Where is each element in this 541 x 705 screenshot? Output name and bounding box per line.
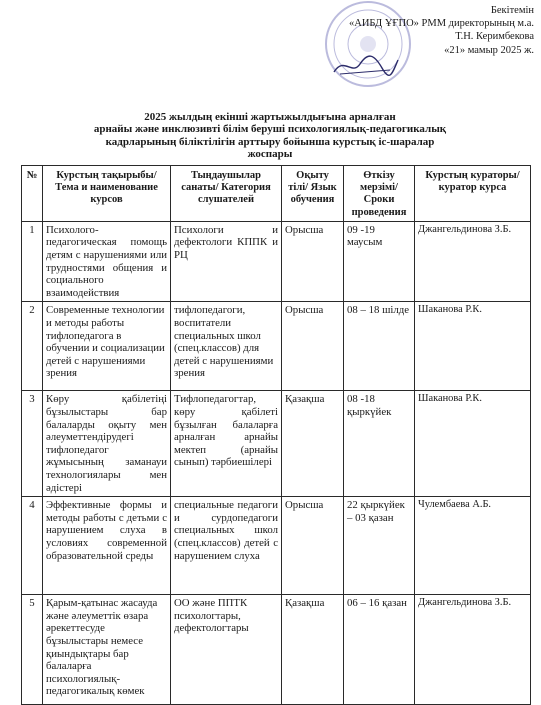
table-row — [22, 302, 531, 391]
table-header-row — [22, 166, 531, 222]
approval-line-3: Т.Н. Керимбекова — [455, 31, 534, 43]
row-language: Қазақша — [282, 391, 344, 497]
table-row — [22, 391, 531, 497]
row-category: Тифлопедагогтар, көру қабілеті бұзылған балаларға арналған арнайы мектеп (арнайы сынып) тәрбиешілері — [171, 391, 282, 497]
row-curator: Чулембаева А.Б. — [415, 497, 531, 595]
row-curator: Шаканова Р.К. — [415, 391, 531, 497]
row-topic: Қарым-қатынас жасауда және әлеуметтік өзара әрекеттесуде бұзылыстары немесе қиындықтары бар балаларға психологиялық-педагогикалық көмек — [43, 595, 171, 705]
title-line-1: 2025 жылдың екінші жартыжылдығына арналған — [144, 111, 396, 123]
row-num: 3 — [22, 391, 43, 497]
header-category: Тыңдаушылар санаты/ Категория слушателей — [171, 166, 282, 222]
title-line-2: арнайы және инклюзивті білім беруші психологиялық-педагогикалық — [93, 123, 447, 136]
header-num: № — [22, 166, 43, 222]
header-curator: Курстың кураторы/куратор курса — [415, 166, 531, 222]
row-language: Орысша — [282, 302, 344, 391]
approval-line-2: «АИБД ҰҒПО» РММ директорының м.а. — [349, 18, 534, 30]
header-topic: Курстың тақырыбы/ Тема и наименование курсов — [43, 166, 171, 222]
table-row — [22, 221, 531, 302]
header-dates: Өткізу мерзімі/ Сроки проведения — [344, 166, 415, 222]
row-curator: Джангельдинова З.Б. — [415, 595, 531, 705]
row-language: Орысша — [282, 497, 344, 595]
title-line-3: кадрларының біліктілігін арттыру бойынша курстық іс-шаралар — [105, 135, 435, 148]
row-num: 5 — [22, 595, 43, 705]
row-language: Орысша — [282, 221, 344, 302]
row-topic: Көру қабілетіңі бұзылыстары бар балаларды оқыту мен әлеуметтендірудегі тифлопедагог жұмысының заманауи технологиялары мен әдістері — [43, 391, 171, 497]
approval-line-1: Бекітемін — [490, 5, 534, 16]
row-dates: 08 -18 қыркүйек — [344, 391, 415, 497]
document-title — [60, 111, 480, 161]
table-row — [22, 595, 531, 705]
title-line-4: жоспары — [247, 148, 293, 161]
course-plan-table — [21, 165, 531, 705]
row-num: 4 — [22, 497, 43, 595]
row-dates: 08 – 18 шілде — [344, 302, 415, 391]
row-num: 2 — [22, 302, 43, 391]
row-topic: Психолого-педагогическая помощь детям с нарушениями или трудностями общения и социального взаимодействия — [43, 221, 171, 302]
row-dates: 06 – 16 қазан — [344, 595, 415, 705]
table-row — [22, 497, 531, 595]
row-category: специальные педагоги и сурдопедагоги специальных школ (спец.классов) детей с нарушением слуха — [171, 497, 282, 595]
approval-line-4: «21» мамыр 2025 ж. — [444, 44, 534, 56]
row-curator: Шаканова Р.К. — [415, 302, 531, 391]
row-category: Психологи и дефектологи КППК и РЦ — [171, 221, 282, 302]
row-language: Қазақша — [282, 595, 344, 705]
row-num: 1 — [22, 221, 43, 302]
row-category: тифлопедагоги, воспитатели специальных школ (спец.классов) для детей с нарушениями зрения — [171, 302, 282, 391]
row-category: ОО және ППТК психологтары, дефектологтары — [171, 595, 282, 705]
row-curator: Джангельдинова З.Б. — [415, 221, 531, 302]
row-dates: 22 қыркүйек – 03 қазан — [344, 497, 415, 595]
row-topic: Современные технологии и методы работы тифлопедагога в обучении и социализации детей с нарушениями зрения — [43, 302, 171, 391]
approval-block — [300, 4, 534, 88]
row-dates: 09 -19 маусым — [344, 221, 415, 302]
row-topic: Эффективные формы и методы работы с детьми с нарушением слуха в условиях современной образовательной среды — [43, 497, 171, 595]
header-language: Оқыту тілі/ Язык обучения — [282, 166, 344, 222]
